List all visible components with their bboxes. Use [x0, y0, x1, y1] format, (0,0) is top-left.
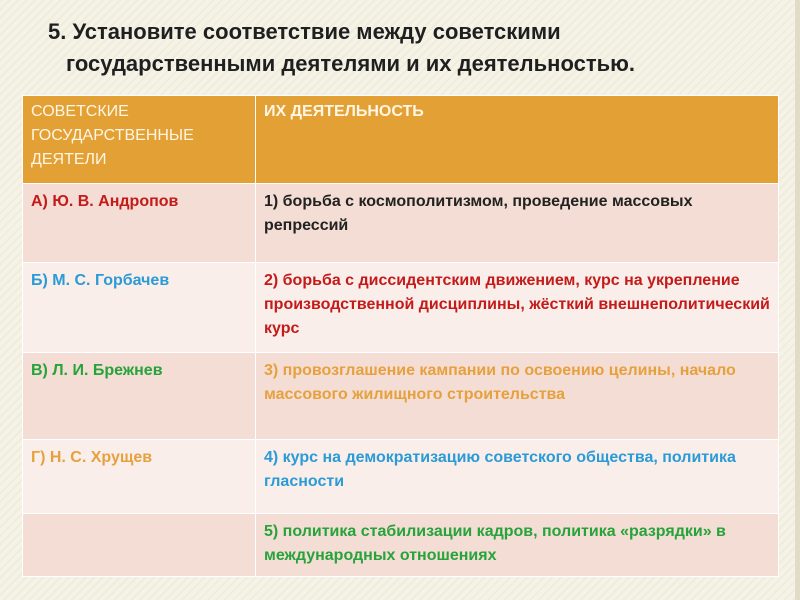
activity-1: 1) борьба с космополитизмом, проведение массовых репрессий [256, 184, 779, 263]
title-line-2: государственными деятелями и их деятельностью. [66, 51, 636, 76]
slide-title [48, 16, 748, 80]
activity-2: 2) борьба с диссидентским движением, курс на укрепление производственной дисциплины, жёсткий внешнеполитический курс [256, 263, 779, 353]
header-statesmen: СОВЕТСКИЕ ГОСУДАРСТВЕННЫЕ ДЕЯТЕЛИ [23, 96, 256, 184]
table-row [23, 440, 779, 514]
statesman-g: Г) Н. С. Хрущев [23, 440, 256, 514]
empty-cell [23, 514, 256, 577]
activity-3: 3) провозглашение кампании по освоению целины, начало массового жилищного строительства [256, 353, 779, 440]
statesman-b: Б) М. С. Горбачев [23, 263, 256, 353]
table-header-row [23, 96, 779, 184]
table-row [23, 514, 779, 577]
header-activities: ИХ ДЕЯТЕЛЬНОСТЬ [256, 96, 779, 184]
activity-4: 4) курс на демократизацию советского общества, политика гласности [256, 440, 779, 514]
table-row [23, 184, 779, 263]
table-row [23, 263, 779, 353]
title-line-1: 5. Установите соответствие между советскими [48, 19, 561, 44]
matching-table [22, 95, 779, 577]
table-row [23, 353, 779, 440]
activity-5: 5) политика стабилизации кадров, политика «разрядки» в международных отношениях [256, 514, 779, 577]
right-edge-stripe [795, 0, 800, 600]
statesman-v: В) Л. И. Брежнев [23, 353, 256, 440]
statesman-a: А) Ю. В. Андропов [23, 184, 256, 263]
